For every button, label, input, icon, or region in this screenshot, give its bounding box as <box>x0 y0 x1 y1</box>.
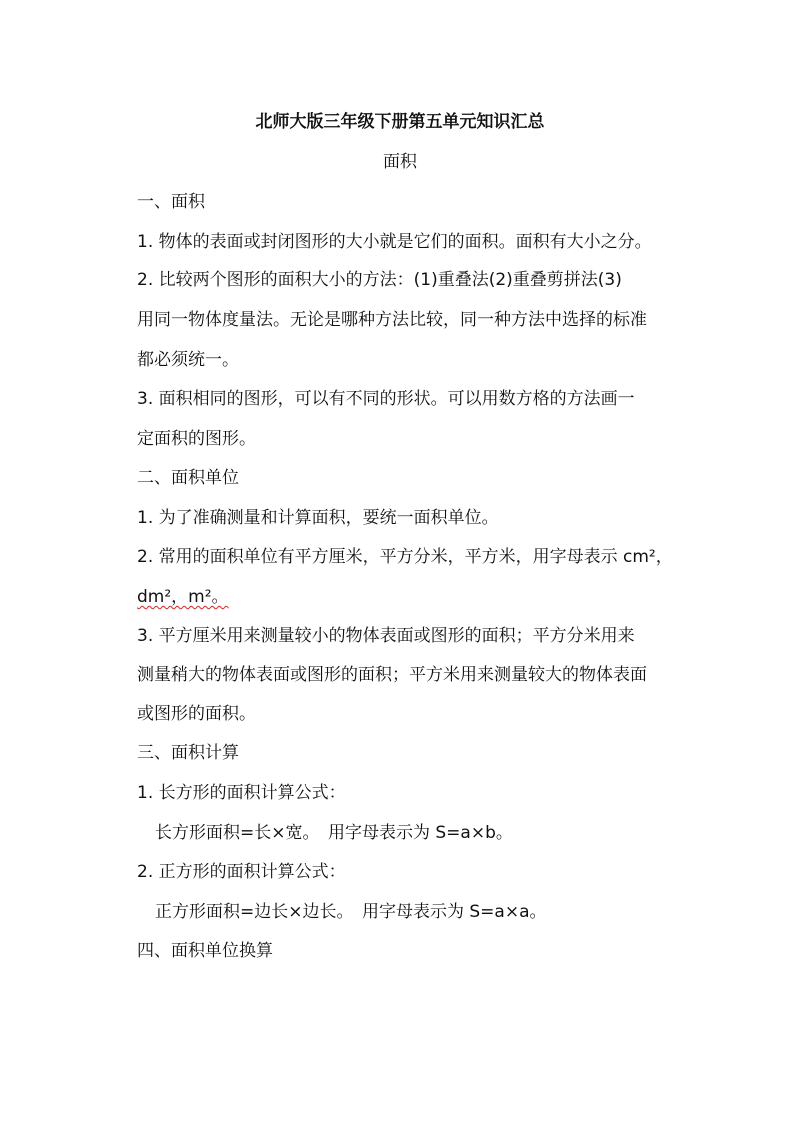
paragraph-line: 定面积的图形。 <box>137 429 256 449</box>
paragraph-line <box>137 586 229 608</box>
paragraph-line: 都必须统一。 <box>137 350 239 370</box>
paragraph-line: 3. 平方厘米用来测量较小的物体表面或图形的面积；平方分米用来 <box>137 626 635 646</box>
paragraph-line: 3. 面积相同的图形，可以有不同的形状。可以用数方格的方法画一 <box>137 389 635 409</box>
section-heading-area-calculation: 三、面积计算 <box>137 743 239 763</box>
paragraph-line: 用同一物体度量法。无论是哪种方法比较，同一种方法中选择的标准 <box>137 310 647 330</box>
paragraph-line: 或图形的面积。 <box>137 704 256 724</box>
paragraph-line: 1. 长方形的面积计算公式： <box>137 783 346 803</box>
document-title: 北师大版三年级下册第五单元知识汇总 <box>255 112 545 132</box>
document-subtitle: 面积 <box>383 152 417 172</box>
formula-line: 长方形面积=长×宽。 用字母表示为 S=a×b。 <box>155 823 513 843</box>
spellcheck-underlined-text: dm²，m²。 <box>137 587 229 607</box>
paragraph-line: 2. 正方形的面积计算公式： <box>137 862 346 882</box>
paragraph-line: 1. 物体的表面或封闭图形的大小就是它们的面积。面积有大小之分。 <box>137 232 652 252</box>
paragraph-line: 测量稍大的物体表面或图形的面积；平方米用来测量较大的物体表面 <box>137 665 647 685</box>
section-heading-unit-conversion: 四、面积单位换算 <box>137 941 273 961</box>
section-heading-area-units: 二、面积单位 <box>137 468 239 488</box>
paragraph-line: 1. 为了准确测量和计算面积，要统一面积单位。 <box>137 508 499 528</box>
section-heading-area: 一、面积 <box>137 192 205 212</box>
formula-line: 正方形面积=边长×边长。 用字母表示为 S=a×a。 <box>155 902 547 922</box>
paragraph-line: 2. 常用的面积单位有平方厘米，平方分米，平方米，用字母表示 cm²， <box>137 547 673 567</box>
paragraph-line: 2. 比较两个图形的面积大小的方法：(1)重叠法(2)重叠剪拼法(3) <box>137 270 622 290</box>
